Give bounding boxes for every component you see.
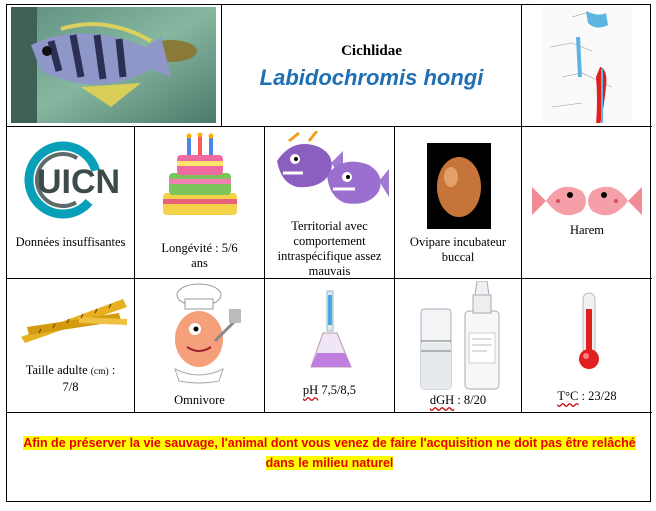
- size-unit: (cm): [90, 367, 109, 377]
- diet-cell: [135, 279, 265, 413]
- thermometer-icon: [574, 291, 604, 371]
- flask-icon: [307, 289, 357, 369]
- uicn-logo-icon: [17, 141, 127, 219]
- angry-fish-pair-icon: [273, 131, 389, 211]
- birthday-cake-icon: [155, 133, 245, 223]
- longevity-cell: [135, 127, 265, 279]
- egg-icon: [427, 143, 491, 229]
- fish-photo-cell: [7, 5, 222, 127]
- longevity-label: Longévité : 5/6 ans: [161, 241, 238, 270]
- size-label-suffix: :: [108, 363, 116, 377]
- temperature-key: T°C: [557, 389, 579, 403]
- diet-label: Omnivore: [174, 393, 225, 407]
- size-value: 7/8: [62, 380, 79, 394]
- hardness-value: : 8/20: [454, 393, 487, 407]
- iucn-cell: [7, 127, 135, 279]
- cichlid-fish-photo: [11, 7, 216, 123]
- temperature-label: [524, 389, 650, 404]
- hardness-cell: [395, 279, 522, 413]
- behaviour-label: Territorial avec comportement intraspécifique assez mauvais: [277, 219, 382, 278]
- iucn-status-label: Données insuffisantes: [15, 235, 126, 249]
- hardness-label: [397, 393, 519, 408]
- size-label: [9, 363, 132, 395]
- release-warning: [17, 433, 642, 473]
- ph-cell: [265, 279, 395, 413]
- ph-key: pH: [302, 383, 319, 397]
- behaviour-cell: [265, 127, 395, 279]
- test-kit-icon: [415, 281, 505, 393]
- release-warning-text: Afin de préserver la vie sauvage, l'animal dont vous venez de faire l'acquisition ne doit pas être relâché dans le milieu naturel: [23, 436, 636, 470]
- social-cell: [522, 127, 652, 279]
- temperature-value: : 23/28: [578, 389, 617, 403]
- reproduction-cell: [395, 127, 522, 279]
- size-label-text: Taille adulte: [25, 363, 91, 377]
- ruler-icon: [19, 293, 129, 343]
- kissing-fish-pair-icon: [532, 171, 642, 231]
- notice-cell: [7, 413, 652, 503]
- family-name: Cichlidae: [341, 43, 402, 59]
- social-label: Harem: [569, 223, 604, 237]
- map-cell: [522, 5, 652, 127]
- uicn-logo-text: UICN: [37, 163, 121, 201]
- chef-fish-icon: [165, 281, 245, 385]
- hardness-key: dGH: [429, 393, 455, 407]
- temperature-cell: [522, 279, 652, 413]
- species-name: Labidochromis hongi: [259, 65, 484, 90]
- ph-label: [267, 383, 392, 398]
- species-sheet: [6, 4, 651, 502]
- lake-malawi-map: [542, 7, 632, 123]
- title-cell: [222, 5, 522, 127]
- reproduction-label: Ovipare incubateur buccal: [409, 235, 507, 264]
- size-cell: [7, 279, 135, 413]
- ph-value: 7,5/8,5: [318, 383, 357, 397]
